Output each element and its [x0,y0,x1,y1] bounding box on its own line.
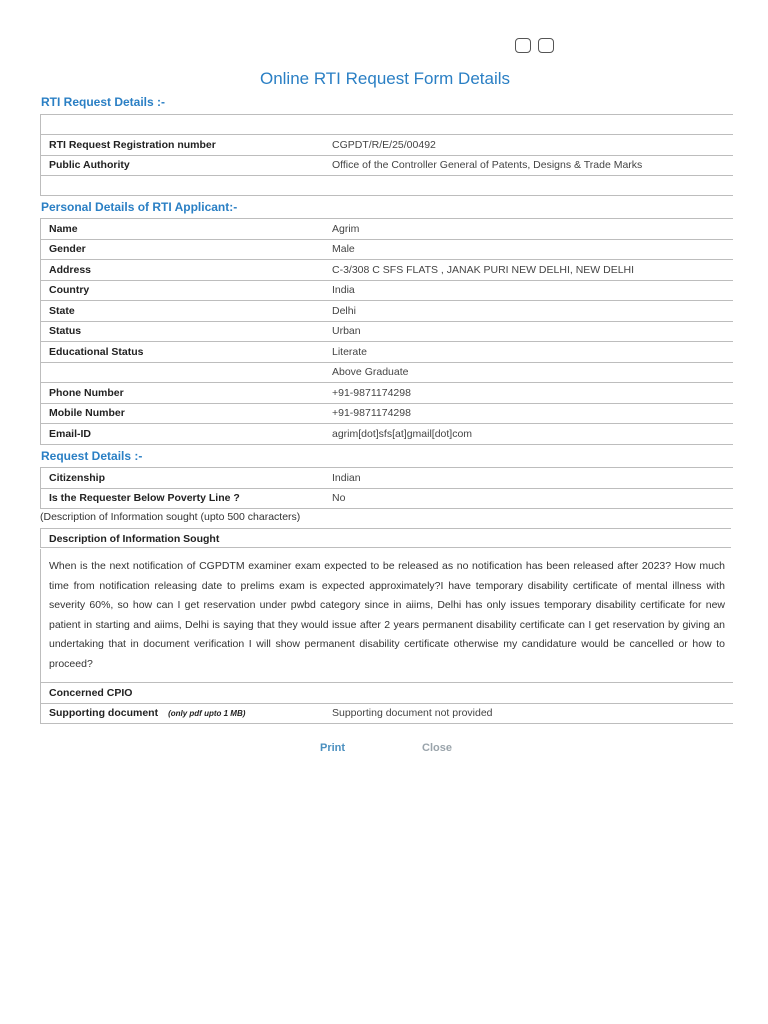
field-label: Country [41,280,325,301]
cpio-table [40,682,733,724]
field-label: Address [41,260,325,281]
field-value: CGPDT/R/E/25/00492 [324,135,733,156]
field-value: agrim[dot]sfs[at]gmail[dot]com [324,424,733,445]
table-row [41,383,734,404]
page-title [0,69,768,89]
field-label: Public Authority [41,155,325,176]
square-icon[interactable] [515,38,531,53]
table-row [41,468,734,489]
table-row [41,239,734,260]
close-button[interactable]: Close [422,742,452,754]
description-label: Description of Information Sought [40,528,731,548]
field-label: RTI Request Registration number [41,135,325,156]
field-value: No [324,488,733,509]
request-details-table [40,467,733,509]
table-row [41,115,734,135]
rti-details-table [40,114,733,196]
table-row [41,342,734,363]
table-row [41,135,734,156]
field-value: Agrim [324,219,733,240]
table-row [41,362,734,383]
table-row [41,424,734,445]
field-value: Literate [324,342,733,363]
square-icon[interactable] [538,38,554,53]
table-row [41,403,734,424]
table-row [41,683,734,704]
description-note: (Description of Information sought (upto 500 characters) [40,511,301,523]
applicant-details-table [40,218,733,445]
window-controls [515,38,554,54]
field-value [324,683,733,704]
field-label: Supporting document [49,707,159,720]
field-value: +91-9871174298 [324,383,733,404]
field-label: Name [41,219,325,240]
table-row [41,488,734,509]
table-row [41,260,734,281]
table-row [41,301,734,322]
supporting-document-note: (only pdf upto 1 MB) [168,709,246,719]
table-row [41,155,734,176]
field-label: Gender [41,239,325,260]
field-value: Male [324,239,733,260]
field-value: Urban [324,321,733,342]
field-label: Concerned CPIO [41,683,325,704]
field-value: Supporting document not provided [324,703,733,724]
field-label [41,362,325,383]
field-value: India [324,280,733,301]
field-label: Citizenship [41,468,325,489]
print-button[interactable]: Print [320,742,346,754]
field-value: C-3/308 C SFS FLATS , JANAK PURI NEW DELHI, NEW DELHI [324,260,733,281]
table-row [41,280,734,301]
table-row [41,321,734,342]
supporting-document-label-cell [41,703,325,724]
field-value: Indian [324,468,733,489]
field-value: +91-9871174298 [324,403,733,424]
table-row [41,176,734,196]
field-label: Email-ID [41,424,325,445]
table-row [41,219,734,240]
table-row [41,703,734,724]
field-label: Mobile Number [41,403,325,424]
section-title-request-details: Request Details :- [41,449,143,463]
field-label: State [41,301,325,322]
field-label: Educational Status [41,342,325,363]
field-value: Above Graduate [324,362,733,383]
field-label: Status [41,321,325,342]
description-text: When is the next notification of CGPDTM examiner exam expected to be released as no notification has been released after 2023? How much time from notification releasing date to prelims exam is expected approximately?I have temporary disability certificate of mental illness with severity 60%, so how can I get reservation under pwbd category since in aiims, Delhi has only issues temporary disability certificate for new patient in starting and aiims, Delhi is saying that they would issue after 2 years permanent disability certificate can I get reservation by giving an undertaking that in document verification I will show permanent disability certificate otherwise my candidature would be cancelled or how to proceed? [40,549,733,683]
field-value: Delhi [324,301,733,322]
field-value: Office of the Controller General of Patents, Designs & Trade Marks [324,155,733,176]
section-title-rti-details: RTI Request Details :- [41,95,166,109]
section-title-personal-details: Personal Details of RTI Applicant:- [41,200,238,214]
field-label: Is the Requester Below Poverty Line ? [41,488,325,509]
field-label: Phone Number [41,383,325,404]
page-title-text: Online RTI Request Form Details [259,69,511,88]
